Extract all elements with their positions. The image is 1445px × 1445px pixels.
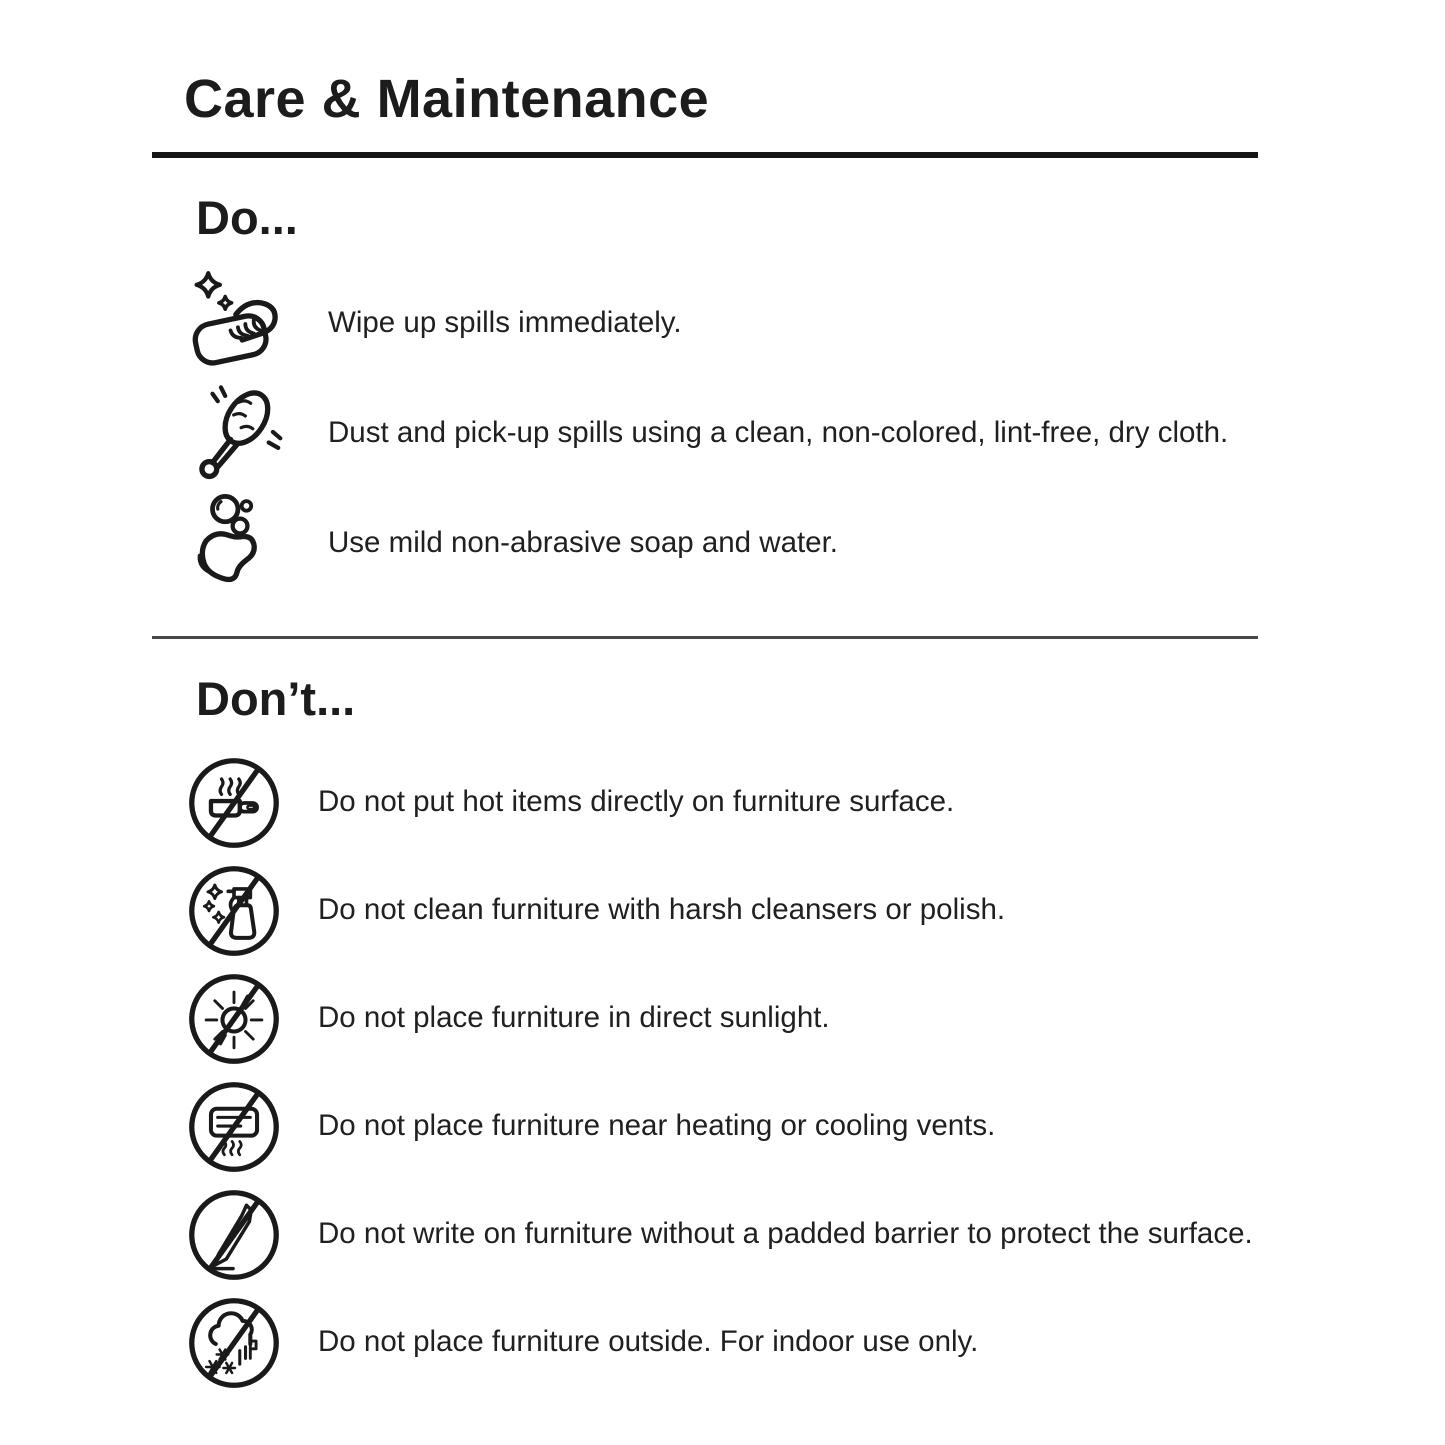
instruction-text: Do not place furniture in direct sunlight. bbox=[318, 1001, 830, 1035]
instruction-text: Wipe up spills immediately. bbox=[328, 305, 682, 339]
list-item bbox=[186, 1073, 1445, 1181]
page-title: Care & Maintenance bbox=[184, 69, 710, 129]
instruction-text: Dust and pick-up spills using a clean, non-colored, lint-free, dry cloth. bbox=[328, 415, 1229, 449]
duster-icon bbox=[186, 380, 292, 486]
section-divider bbox=[152, 636, 1258, 639]
dont-heading: Don’t... bbox=[196, 672, 356, 725]
list-item bbox=[186, 378, 1445, 488]
no-direct-sunlight-icon bbox=[186, 971, 282, 1067]
no-harsh-cleansers-icon bbox=[186, 863, 282, 959]
list-item bbox=[186, 1181, 1445, 1289]
list-item bbox=[186, 488, 1445, 598]
instruction-text: Use mild non-abrasive soap and water. bbox=[328, 525, 838, 559]
title-divider bbox=[152, 152, 1258, 158]
instruction-text: Do not clean furniture with harsh cleansers or polish. bbox=[318, 893, 1006, 927]
list-item bbox=[186, 1289, 1445, 1397]
no-heating-vents-icon bbox=[186, 1079, 282, 1175]
no-outdoor-use-icon bbox=[186, 1295, 282, 1391]
list-item bbox=[186, 268, 1445, 378]
do-section bbox=[152, 192, 1445, 598]
no-writing-icon bbox=[186, 1187, 282, 1283]
do-heading: Do... bbox=[196, 191, 298, 245]
instruction-text: Do not place furniture near heating or cooling vents. bbox=[318, 1109, 996, 1143]
list-item bbox=[186, 857, 1445, 965]
sponge-soap-icon bbox=[186, 490, 292, 596]
instruction-text: Do not put hot items directly on furniture surface. bbox=[318, 785, 955, 819]
instruction-text: Do not write on furniture without a padded barrier to protect the surface. bbox=[318, 1217, 1253, 1251]
no-hot-items-icon bbox=[186, 755, 282, 851]
instruction-text: Do not place furniture outside. For indoor use only. bbox=[318, 1325, 979, 1359]
list-item bbox=[186, 965, 1445, 1073]
dont-section bbox=[152, 673, 1445, 1397]
wipe-hand-icon bbox=[186, 270, 292, 376]
list-item bbox=[186, 749, 1445, 857]
